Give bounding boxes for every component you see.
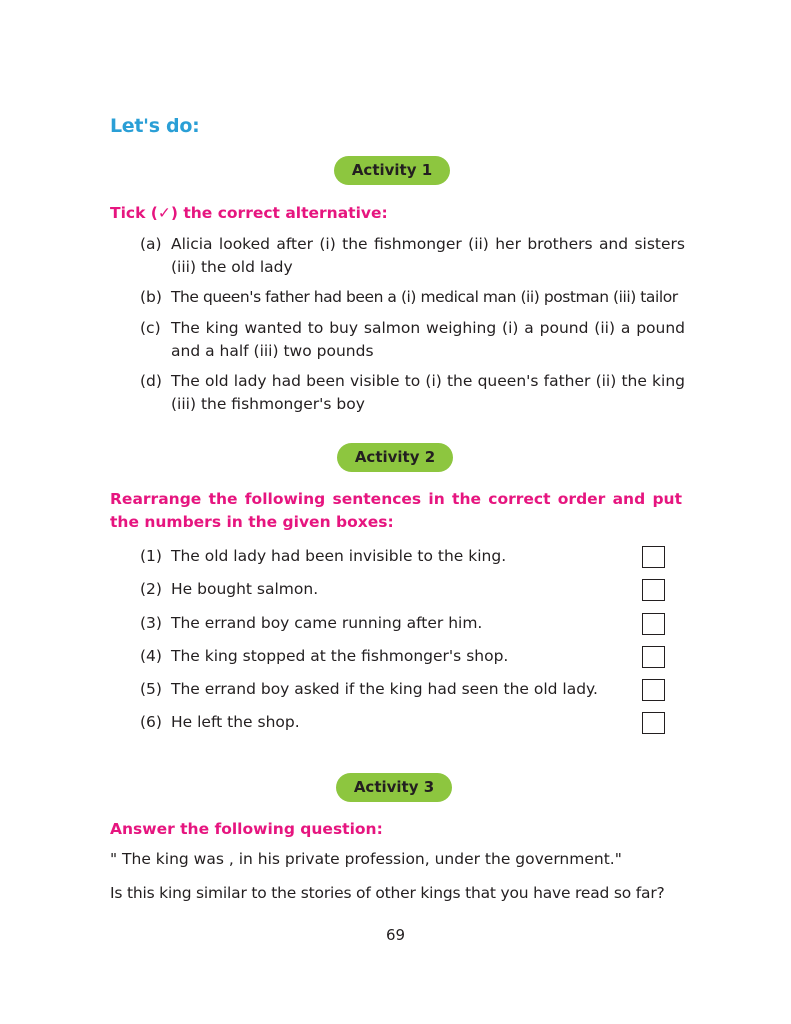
list-item (140, 370, 685, 416)
instruction-prefix: Tick ( (110, 204, 158, 222)
answer-box[interactable] (642, 646, 665, 668)
list-item (140, 286, 685, 309)
item-text: The king wanted to buy salmon weighing (i) a pound (ii) a pound and a half (iii) two pounds (171, 319, 685, 360)
activity-1-badge: Activity 1 (334, 156, 450, 185)
item-marker: (6) (140, 713, 162, 731)
activity-2-instruction: Rearrange the following sentences in the correct order and put the numbers in the given boxes: (110, 490, 682, 531)
item-text: The king stopped at the fishmonger's shop. (171, 647, 509, 665)
answer-box[interactable] (642, 546, 665, 568)
item-marker: (2) (140, 580, 162, 598)
list-item (140, 578, 318, 601)
item-text: The errand boy came running after him. (171, 614, 483, 632)
activity-3-instruction: Answer the following question: (110, 820, 383, 838)
instruction-suffix: ) the correct alternative: (170, 204, 388, 222)
item-marker: (4) (140, 647, 162, 665)
item-marker: (1) (140, 547, 162, 565)
list-item (140, 711, 300, 734)
item-text: The old lady had been invisible to the king. (171, 547, 507, 565)
item-text: The errand boy asked if the king had seen the old lady. (171, 680, 598, 698)
list-item (140, 612, 482, 635)
list-item (140, 233, 685, 279)
list-item (140, 545, 506, 568)
item-marker: (5) (140, 680, 162, 698)
item-text: He left the shop. (171, 713, 300, 731)
quote-text: " The king was , in his private profession, under the government." (110, 850, 622, 868)
answer-box[interactable] (642, 712, 665, 734)
item-text: He bought salmon. (171, 580, 319, 598)
activity-2-badge: Activity 2 (337, 443, 453, 472)
section-heading: Let's do: (110, 115, 200, 137)
list-item (140, 678, 598, 701)
item-text: The queen's father had been a (i) medical man (ii) postman (iii) tailor (171, 288, 678, 306)
question-text: Is this king similar to the stories of other kings that you have read so far? (110, 884, 665, 902)
item-marker: (a) (140, 235, 162, 253)
item-marker: (3) (140, 614, 162, 632)
answer-box[interactable] (642, 613, 665, 635)
answer-box[interactable] (642, 579, 665, 601)
item-text: The old lady had been visible to (i) the queen's father (ii) the king (iii) the fishmonger's boy (171, 372, 685, 413)
item-text: Alicia looked after (i) the fishmonger (ii) her brothers and sisters (iii) the old lady (171, 235, 685, 276)
answer-box[interactable] (642, 679, 665, 701)
list-item (140, 645, 508, 668)
item-marker: (c) (140, 319, 161, 337)
activity-1-instruction (110, 202, 388, 225)
tick-icon: ✓ (157, 204, 171, 222)
item-marker: (b) (140, 288, 162, 306)
list-item (140, 317, 685, 363)
activity-3-badge: Activity 3 (336, 773, 452, 802)
page-number: 69 (385, 926, 406, 944)
item-marker: (d) (140, 372, 162, 390)
